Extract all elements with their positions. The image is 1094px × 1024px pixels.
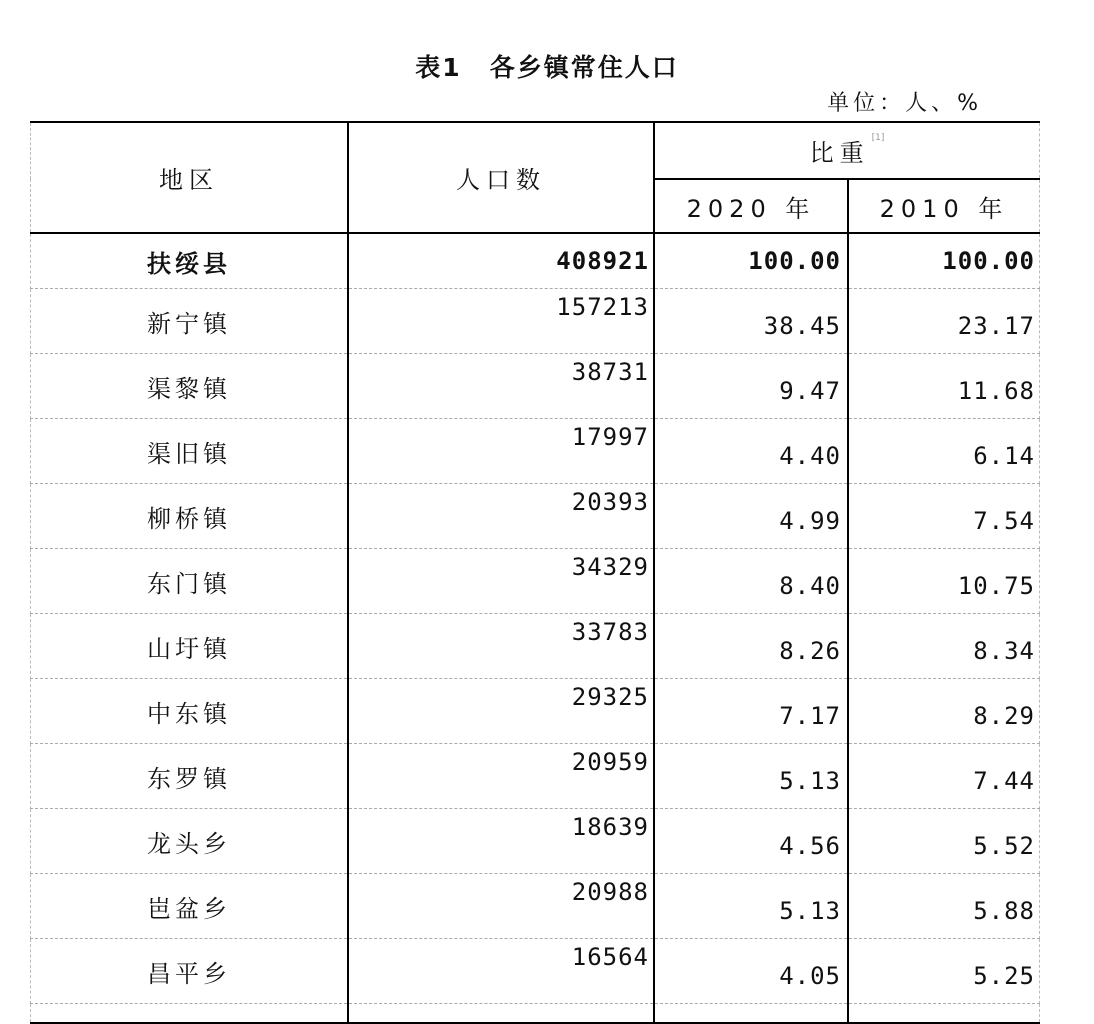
- share-2010-cell: 8.29: [848, 679, 1040, 744]
- population-cell: 20393: [348, 484, 654, 549]
- share-2010-cell: 11.68: [848, 354, 1040, 419]
- population-cell: 18639: [348, 809, 654, 874]
- share-2020-cell: 7.17: [654, 679, 848, 744]
- total-region: 扶绥县: [31, 233, 349, 289]
- share-2020-cell: 8.26: [654, 614, 848, 679]
- region-cell: 新宁镇: [31, 289, 349, 354]
- table-row: [31, 354, 1040, 419]
- total-row: [31, 233, 1040, 289]
- spacer-cell: [654, 1004, 848, 1024]
- share-2010-cell: 8.34: [848, 614, 1040, 679]
- table-row: [31, 744, 1040, 809]
- header-share: [654, 122, 1040, 179]
- spacer-cell: [31, 1004, 349, 1024]
- header-2020: 2020 年: [654, 179, 848, 233]
- table-row: [31, 809, 1040, 874]
- unit-label: 单位：人、%: [827, 91, 982, 116]
- share-2010-cell: 23.17: [848, 289, 1040, 354]
- share-2020-cell: 5.13: [654, 874, 848, 939]
- population-cell: 33783: [348, 614, 654, 679]
- table-row: [31, 289, 1040, 354]
- footnote-marker: [1]: [871, 133, 885, 143]
- region-cell: 龙头乡: [31, 809, 349, 874]
- population-cell: 38731: [348, 354, 654, 419]
- table-row: [31, 484, 1040, 549]
- population-cell: 16564: [348, 939, 654, 1004]
- share-2020-cell: 9.47: [654, 354, 848, 419]
- table-row: [31, 679, 1040, 744]
- population-cell: 34329: [348, 549, 654, 614]
- share-2020-cell: 4.56: [654, 809, 848, 874]
- table-row: [31, 419, 1040, 484]
- header-region: 地区: [31, 122, 349, 233]
- region-cell: 渠旧镇: [31, 419, 349, 484]
- region-cell: 东门镇: [31, 549, 349, 614]
- table-row: [31, 614, 1040, 679]
- table-row: [31, 939, 1040, 1004]
- header-population: 人口数: [348, 122, 654, 233]
- table-title-text: 各乡镇常住人口: [489, 53, 679, 82]
- region-cell: 东罗镇: [31, 744, 349, 809]
- population-cell: 29325: [348, 679, 654, 744]
- population-table: [30, 121, 1040, 1024]
- share-2010-cell: 7.44: [848, 744, 1040, 809]
- share-2010-cell: 7.54: [848, 484, 1040, 549]
- share-2020-cell: 8.40: [654, 549, 848, 614]
- region-cell: 渠黎镇: [31, 354, 349, 419]
- share-2010-cell: 5.88: [848, 874, 1040, 939]
- share-2020-cell: 4.40: [654, 419, 848, 484]
- share-2020-cell: 38.45: [654, 289, 848, 354]
- region-cell: 昌平乡: [31, 939, 349, 1004]
- table-bottom-rule: [31, 1004, 1040, 1024]
- share-2010-cell: 5.52: [848, 809, 1040, 874]
- header-share-label: 比重: [809, 139, 870, 167]
- table-row: [31, 874, 1040, 939]
- total-share-2010: 100.00: [848, 233, 1040, 289]
- total-population: 408921: [348, 233, 654, 289]
- region-cell: 山圩镇: [31, 614, 349, 679]
- share-2020-cell: 5.13: [654, 744, 848, 809]
- header-2010: 2010 年: [848, 179, 1040, 233]
- share-2010-cell: 10.75: [848, 549, 1040, 614]
- header-row-1: [31, 122, 1040, 179]
- share-2010-cell: 5.25: [848, 939, 1040, 1004]
- total-share-2020: 100.00: [654, 233, 848, 289]
- share-2010-cell: 6.14: [848, 419, 1040, 484]
- region-cell: 岜盆乡: [31, 874, 349, 939]
- population-cell: 20988: [348, 874, 654, 939]
- share-2020-cell: 4.05: [654, 939, 848, 1004]
- spacer-cell: [848, 1004, 1040, 1024]
- population-cell: 20959: [348, 744, 654, 809]
- table-title: [0, 48, 1094, 84]
- region-cell: 柳桥镇: [31, 484, 349, 549]
- population-cell: 157213: [348, 289, 654, 354]
- share-2020-cell: 4.99: [654, 484, 848, 549]
- population-cell: 17997: [348, 419, 654, 484]
- table-number: 表1: [415, 53, 462, 82]
- region-cell: 中东镇: [31, 679, 349, 744]
- spacer-cell: [348, 1004, 654, 1024]
- table-row: [31, 549, 1040, 614]
